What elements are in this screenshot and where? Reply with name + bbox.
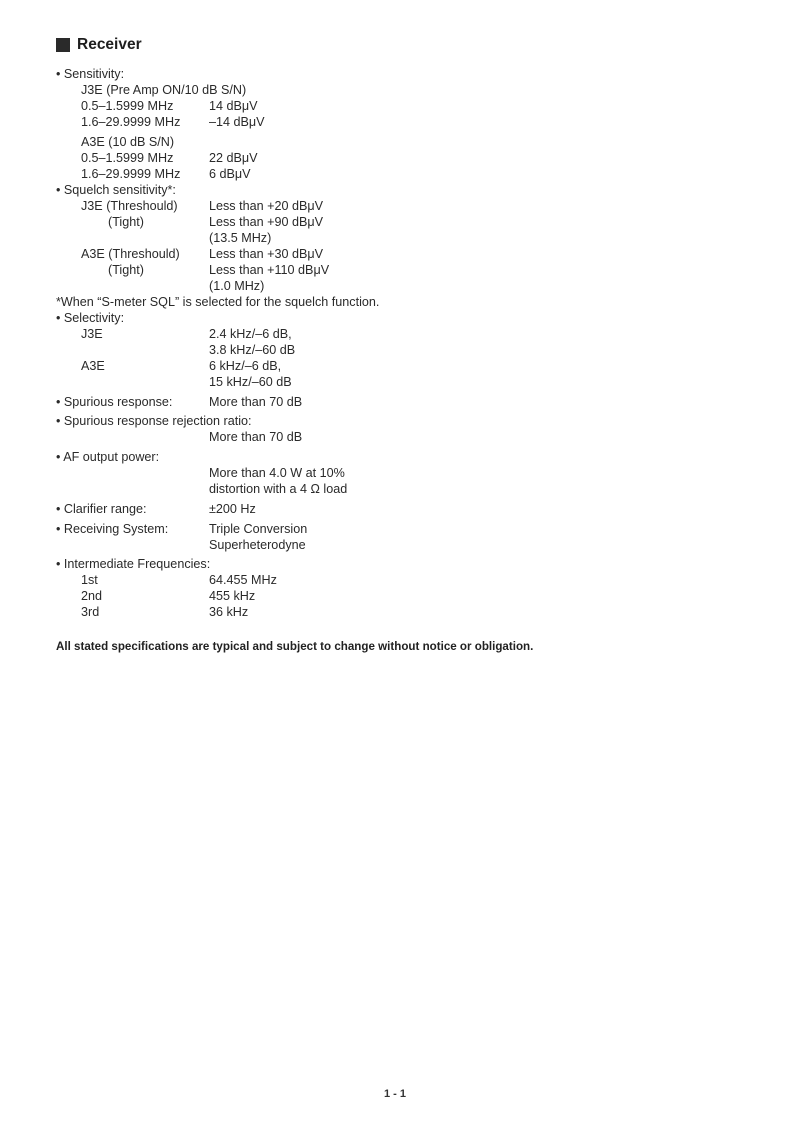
sensitivity-label: • Sensitivity:: [56, 67, 125, 81]
spurious-response-value: More than 70 dB: [209, 395, 303, 409]
sensitivity-j3e-range-2: 1.6–29.9999 MHz: [81, 115, 181, 129]
squelch-a3e-tight-freq: (1.0 MHz): [209, 279, 265, 293]
squelch-j3e-tight-freq: (13.5 MHz): [209, 231, 272, 245]
squelch-j3e-threshold-value: Less than +20 dBμV: [209, 199, 324, 213]
squelch-footnote: *When “S-meter SQL” is selected for the squelch function.: [56, 295, 380, 309]
squelch-label: • Squelch sensitivity*:: [56, 183, 176, 197]
receiving-system-line-2: Superheterodyne: [209, 538, 306, 552]
selectivity-a3e-line-1: 6 kHz/–6 dB,: [209, 359, 282, 373]
selectivity-label: • Selectivity:: [56, 311, 125, 325]
sensitivity-j3e-header: J3E (Pre Amp ON/10 dB S/N): [81, 83, 247, 97]
squelch-j3e-tight: (Tight): [108, 215, 144, 229]
spurious-rejection-label: • Spurious response rejection ratio:: [56, 414, 252, 428]
squelch-a3e-threshold: A3E (Threshould): [81, 247, 180, 261]
receiving-system-line-1: Triple Conversion: [209, 522, 308, 536]
sensitivity-j3e-value-1: 14 dBμV: [209, 99, 258, 113]
receiving-system-label: • Receiving System:: [56, 522, 169, 536]
selectivity-j3e-line-1: 2.4 kHz/–6 dB,: [209, 327, 292, 341]
spurious-rejection-value: More than 70 dB: [209, 430, 303, 444]
sensitivity-a3e-header: A3E (10 dB S/N): [81, 135, 175, 149]
sensitivity-j3e-value-2: –14 dBμV: [209, 115, 265, 129]
specification-note: All stated specifications are typical and subject to change without notice or obligation.: [56, 640, 534, 653]
af-output-label: • AF output power:: [56, 450, 160, 464]
spurious-response-label: • Spurious response:: [56, 395, 173, 409]
if-name-1: 1st: [81, 573, 98, 587]
clarifier-label: • Clarifier range:: [56, 502, 147, 516]
section-heading: [56, 36, 142, 54]
squelch-a3e-tight-value: Less than +110 dBμV: [209, 263, 330, 277]
sensitivity-a3e-range-1: 0.5–1.5999 MHz: [81, 151, 174, 165]
squelch-j3e-threshold: J3E (Threshould): [81, 199, 178, 213]
sensitivity-j3e-range-1: 0.5–1.5999 MHz: [81, 99, 174, 113]
selectivity-a3e-line-2: 15 kHz/–60 dB: [209, 375, 292, 389]
selectivity-a3e: A3E: [81, 359, 105, 373]
page-number: 1 - 1: [384, 1088, 407, 1100]
if-label: • Intermediate Frequencies:: [56, 557, 211, 571]
sensitivity-a3e-value-2: 6 dBμV: [209, 167, 251, 181]
if-name-3: 3rd: [81, 605, 100, 619]
if-value-1: 64.455 MHz: [209, 573, 277, 587]
section-title: Receiver: [77, 36, 142, 53]
if-name-2: 2nd: [81, 589, 103, 603]
af-output-line-1: More than 4.0 W at 10%: [209, 466, 345, 480]
squelch-a3e-threshold-value: Less than +30 dBμV: [209, 247, 324, 261]
if-value-3: 36 kHz: [209, 605, 249, 619]
if-value-2: 455 kHz: [209, 589, 256, 603]
af-output-line-2: distortion with a 4 Ω load: [209, 482, 348, 496]
clarifier-value: ±200 Hz: [209, 502, 256, 516]
selectivity-j3e-line-2: 3.8 kHz/–60 dB: [209, 343, 296, 357]
squelch-j3e-tight-value: Less than +90 dBμV: [209, 215, 324, 229]
sensitivity-a3e-range-2: 1.6–29.9999 MHz: [81, 167, 181, 181]
square-bullet-icon: [56, 38, 70, 52]
sensitivity-a3e-value-1: 22 dBμV: [209, 151, 258, 165]
squelch-a3e-tight: (Tight): [108, 263, 144, 277]
selectivity-j3e: J3E: [81, 327, 103, 341]
